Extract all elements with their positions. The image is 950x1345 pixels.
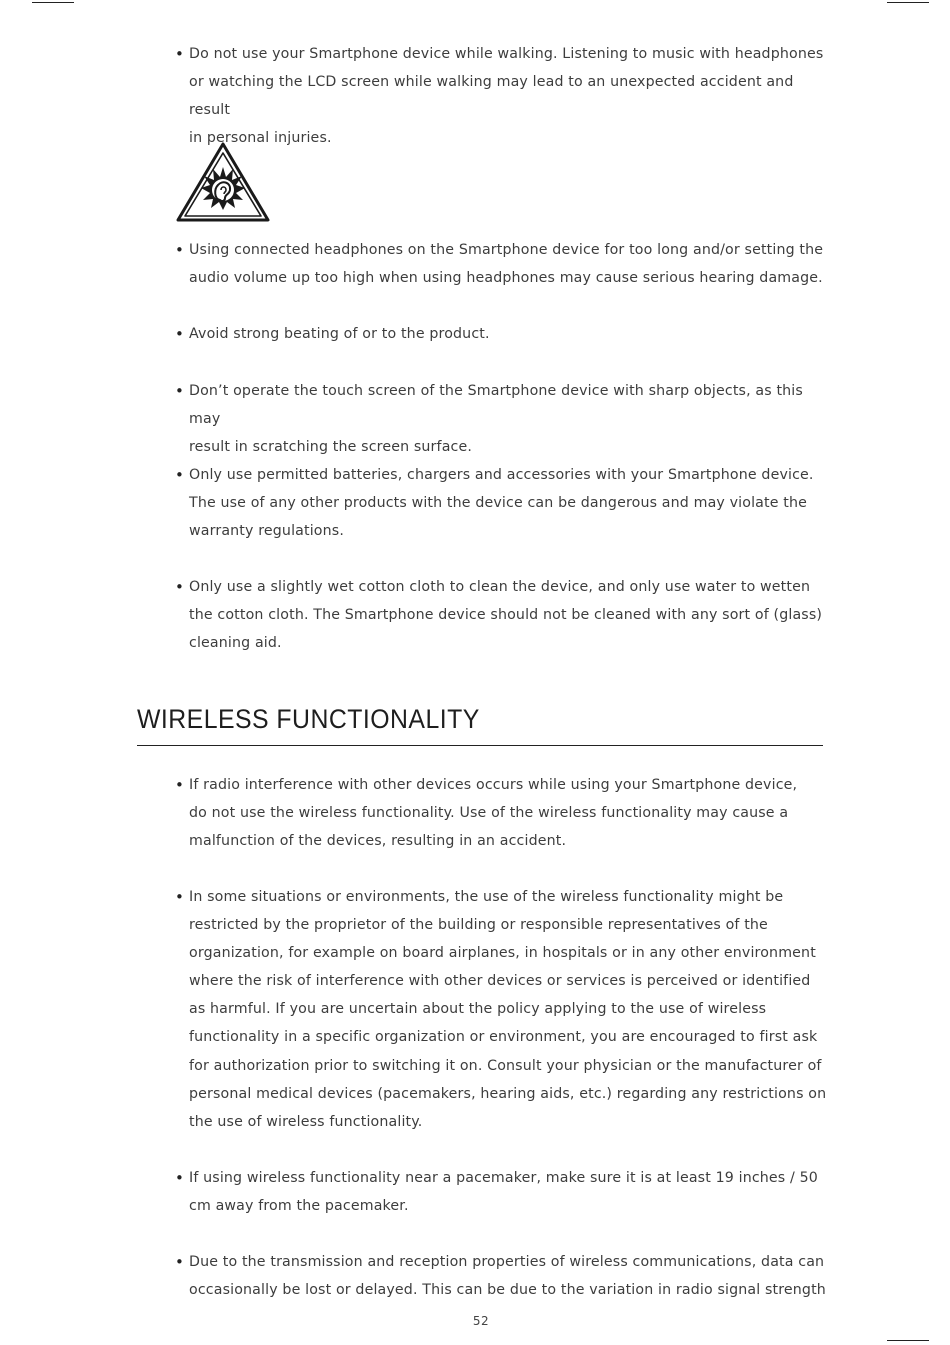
bullet-text: Using connected headphones on the Smartphone device for too long and/or setting the audio volume up too high when using headphones may cause serious hearing damage. — [189, 242, 824, 287]
bullet-item-pacemaker — [175, 1164, 835, 1220]
bullet-item-beating — [175, 320, 835, 348]
section-divider — [137, 745, 823, 746]
bullet-marker: • — [175, 382, 184, 400]
crop-mark-top-left — [32, 2, 74, 3]
bullet-marker: • — [175, 1169, 184, 1187]
bullet-marker: • — [175, 241, 184, 259]
hearing-damage-warning-icon — [175, 141, 271, 223]
bullet-marker: • — [175, 578, 184, 596]
bullet-marker: • — [175, 1253, 184, 1271]
crop-mark-bottom-right — [887, 1340, 929, 1341]
bullet-marker: • — [175, 325, 184, 343]
bullet-text: Due to the transmission and reception properties of wireless communications, data can occasionally be lost or delayed. This can be due to the variation in radio signal strength — [189, 1254, 826, 1299]
bullet-text: Only use a slightly wet cotton cloth to clean the device, and only use water to wetten the cotton cloth. The Smartphone device should not be cleaned with any sort of (glass) cleaning aid. — [189, 579, 823, 652]
crop-mark-top-right — [887, 2, 929, 3]
bullet-text: Only use permitted batteries, chargers and accessories with your Smartphone device. The use of any other products with the device can be dangerous and may violate the warranty regulations. — [189, 467, 814, 540]
bullet-item-data-loss — [175, 1248, 835, 1304]
bullet-item-walking — [175, 40, 835, 152]
bullet-text: Avoid strong beating of or to the product. — [189, 326, 490, 342]
bullet-text: If using wireless functionality near a pacemaker, make sure it is at least 19 inches / 50 cm away from the pacemaker. — [189, 1170, 818, 1215]
bullet-text: If radio interference with other devices occurs while using your Smartphone device, do not use the wireless functionality. Use of the wireless functionality may cause a malfunction of the devices, resulting in an accident. — [189, 777, 798, 850]
bullet-item-radio-interference — [175, 771, 835, 855]
bullet-marker: • — [175, 466, 184, 484]
bullet-marker: • — [175, 45, 184, 63]
bullet-text: Don’t operate the touch screen of the Smartphone device with sharp objects, as this may result in scratching the screen surface. — [189, 383, 803, 456]
bullet-text: In some situations or environments, the use of the wireless functionality might be restricted by the proprietor of the building or responsible representatives of the organization, for example on board airplanes, in hospitals or in any other environment where the risk of interference with other devices or services is perceived or identified as harmful. If you are uncertain about the policy applying to the use of wireless functionality in a specific organization or environment, you are encouraged to first ask for authorization prior to switching it on. Consult your physician or the manufacturer of personal medical devices (pacemakers, hearing aids, etc.) regarding any restrictions on the use of wireless functionality. — [189, 889, 827, 1130]
bullet-item-headphone-volume — [175, 236, 835, 292]
bullet-marker: • — [175, 776, 184, 794]
section-title: WIRELESS FUNCTIONALITY — [137, 704, 480, 734]
bullet-text: Do not use your Smartphone device while walking. Listening to music with headphones or watching the LCD screen while walking may lead to an unexpected accident and result in personal injuries. — [189, 46, 824, 147]
bullet-item-cleaning — [175, 573, 835, 657]
bullet-item-restrictions — [175, 883, 835, 1136]
bullet-marker: • — [175, 888, 184, 906]
bullet-item-batteries — [175, 461, 835, 545]
bullet-item-sharp-objects — [175, 377, 835, 461]
page-number: 52 — [472, 1314, 490, 1328]
